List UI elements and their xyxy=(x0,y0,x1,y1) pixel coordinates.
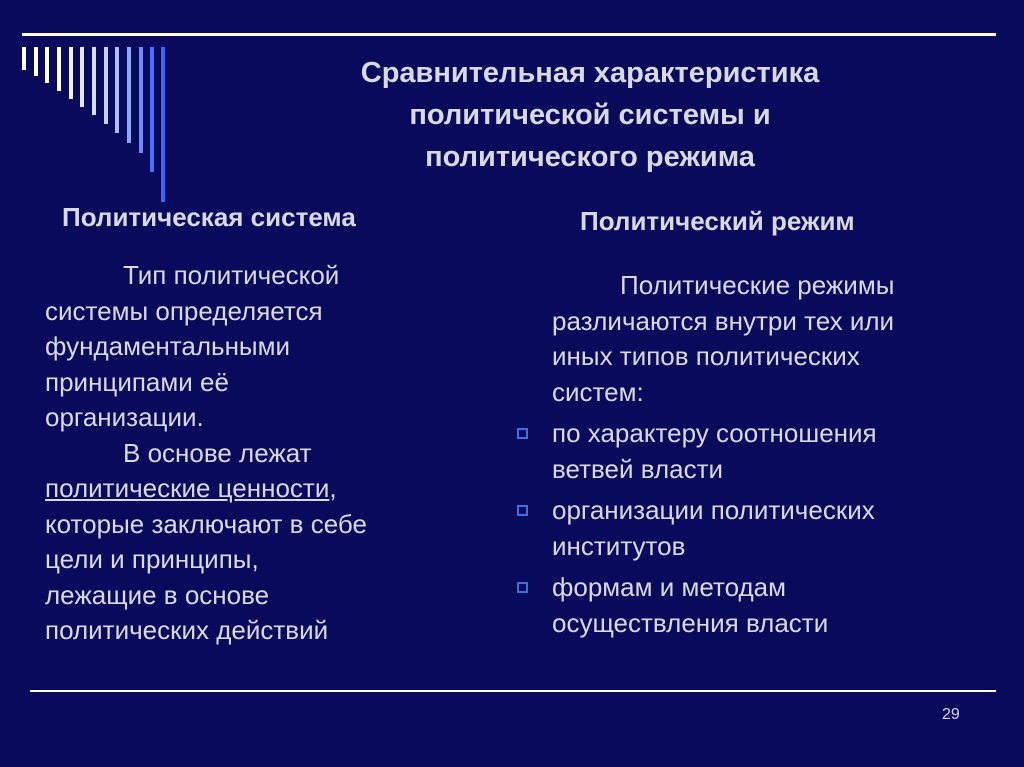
deco-bar xyxy=(139,47,143,153)
right-column-body xyxy=(552,268,992,641)
text-line: Тип политической xyxy=(123,260,340,290)
deco-bar xyxy=(22,47,26,70)
deco-bar xyxy=(34,47,38,76)
text-line: организации. xyxy=(45,402,204,432)
text-line: различаются внутри тех или xyxy=(552,305,895,336)
text-line: институтов xyxy=(552,530,686,561)
square-bullet-icon xyxy=(517,505,528,516)
square-bullet-icon xyxy=(517,582,528,593)
text-line: системы определяется xyxy=(45,295,323,326)
text-line: систем: xyxy=(552,376,644,407)
text-line: которые заключают в себе xyxy=(45,508,367,539)
deco-bar xyxy=(45,47,49,83)
deco-bar xyxy=(150,47,154,172)
text-line: осуществления власти xyxy=(552,607,829,638)
deco-bar xyxy=(115,47,119,133)
text-line: принципами её xyxy=(45,366,229,397)
text-line: фундаментальными xyxy=(45,331,291,361)
text-line: Политические режимы xyxy=(620,270,895,300)
text-line: формам и методам xyxy=(552,572,786,602)
bottom-divider xyxy=(30,690,996,692)
list-item xyxy=(552,570,992,641)
list-item xyxy=(552,493,992,564)
list-item xyxy=(552,416,992,487)
text-line xyxy=(45,471,495,507)
left-column-heading: Политическая система xyxy=(62,202,356,232)
text-line: иных типов политических xyxy=(552,341,860,371)
comma: , xyxy=(329,473,337,503)
slide-title xyxy=(240,52,940,178)
deco-bar xyxy=(92,47,96,115)
underlined-term: политические ценности xyxy=(45,473,330,503)
deco-bar xyxy=(69,47,73,99)
deco-bar xyxy=(104,47,108,124)
page-number: 29 xyxy=(942,706,960,723)
text-line: В основе лежат xyxy=(123,437,312,468)
deco-bar xyxy=(161,47,165,202)
title-line: Сравнительная характеристика xyxy=(360,57,820,89)
title-line: политического режима xyxy=(425,141,755,173)
deco-bar xyxy=(57,47,61,91)
title-line: политической системы и xyxy=(409,99,771,131)
right-column-heading: Политический режим xyxy=(580,206,855,236)
left-column-body xyxy=(45,258,495,649)
decorative-bars xyxy=(0,0,200,210)
text-line: цели и принципы, xyxy=(45,544,259,574)
text-line: организации политических xyxy=(552,495,875,525)
text-line: лежащие в основе xyxy=(45,579,270,610)
deco-bar xyxy=(127,47,131,143)
text-line: политических действий xyxy=(45,615,329,645)
square-bullet-icon xyxy=(517,428,528,439)
text-line: ветвей власти xyxy=(552,453,724,484)
text-line: по характеру соотношения xyxy=(552,418,877,448)
deco-bar xyxy=(80,47,84,107)
